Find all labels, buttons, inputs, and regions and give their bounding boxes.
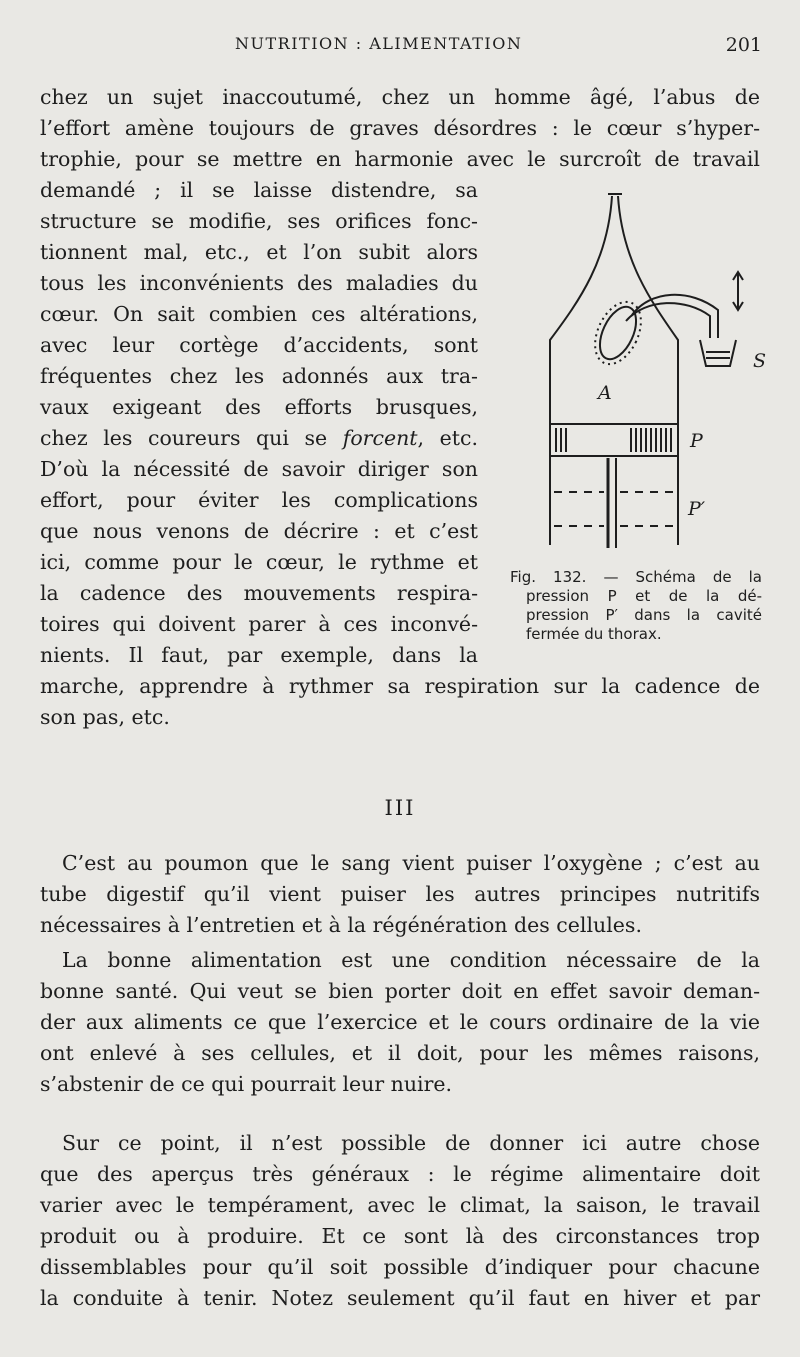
text-line: fréquentes chez les adonnés aux tra- <box>40 364 478 388</box>
text-line: marche, apprendre à rythmer sa respiration sur la cadence de <box>40 674 760 698</box>
text-after-forcent: , etc. <box>417 426 478 450</box>
text-line: chez un sujet inaccoutumé, chez un homme âgé, l’abus de <box>40 85 760 109</box>
text-line: D’où la nécessité de savoir diriger son <box>40 457 478 481</box>
text-line: nients. Il faut, par exemple, dans la <box>40 643 478 667</box>
text-line: tube digestif qu’il vient puiser les autres principes nutritifs <box>40 882 760 906</box>
page-number: 201 <box>725 34 762 56</box>
text-line: cœur. On sait combien ces altérations, <box>40 302 478 326</box>
text-line: l’effort amène toujours de graves désordres : le cœur s’hyper- <box>40 116 760 140</box>
text-line: tionnent mal, etc., et l’on subit alors <box>40 240 478 264</box>
text-line: que nous venons de décrire : et c’est <box>40 519 478 543</box>
text-line: La bonne alimentation est une condition nécessaire de la <box>62 948 760 972</box>
text-line: C’est au poumon que le sang vient puiser l’oxygène ; c’est au <box>62 851 760 875</box>
text-line: toires qui doivent parer à ces inconvé- <box>40 612 478 636</box>
caption-line: fermée du thorax. <box>526 625 662 643</box>
text-line: produit ou à produire. Et ce sont là des circonstances trop <box>40 1224 760 1248</box>
connecting-tube <box>632 295 718 338</box>
text-line: dissemblables pour qu’il soit possible d’indiquer pour chacune <box>40 1255 760 1279</box>
text-line: la conduite à tenir. Notez seulement qu’il faut en hiver et par <box>40 1286 760 1310</box>
emphasis-forcent: forcent <box>342 426 418 450</box>
caption-line: Fig. 132. — Schéma de la <box>510 568 762 586</box>
text-line: nécessaires à l’entretien et à la régénération des cellules. <box>40 913 642 937</box>
section-heading: III <box>384 796 416 820</box>
text-line: que des aperçus très généraux : le régime alimentaire doit <box>40 1162 760 1186</box>
text-line: Sur ce point, il n’est possible de donner ici autre chose <box>62 1131 760 1155</box>
text-line: s’abstenir de ce qui pourrait leur nuire. <box>40 1072 453 1096</box>
text-before-forcent: chez les coureurs qui se <box>40 426 343 450</box>
text-line: der aux aliments ce que l’exercice et le cours ordinaire de la vie <box>40 1010 760 1034</box>
text-line: bonne santé. Qui veut se bien porter doit en effet savoir deman- <box>40 979 760 1003</box>
running-title: NUTRITION : ALIMENTATION <box>235 34 523 53</box>
text-line: ici, comme pour le cœur, le rythme et <box>40 550 478 574</box>
label-p-prime: P′ <box>688 498 706 520</box>
text-line: son pas, etc. <box>40 705 170 729</box>
piston-hatching <box>556 428 671 452</box>
label-s: S <box>753 350 767 372</box>
text-line: la cadence des mouvements respira- <box>40 581 478 605</box>
text-line: trophie, pour se mettre en harmonie avec le surcroît de travail <box>40 147 760 171</box>
text-line: tous les inconvénients des maladies du <box>40 271 478 295</box>
thorax-schema-drawing <box>520 190 760 560</box>
text-line: varier avec le tempérament, avec le climat, la saison, le travail <box>40 1193 760 1217</box>
figure-caption <box>510 568 762 644</box>
label-p: P <box>690 430 703 452</box>
text-line: ont enlevé à ses cellules, et il doit, pour les mêmes raisons, <box>40 1041 760 1065</box>
text-line: structure se modifie, ses orifices fonc- <box>40 209 478 233</box>
caption-line: pression P′ dans la cavité <box>526 606 762 624</box>
running-head <box>0 34 800 58</box>
label-a: A <box>598 382 612 404</box>
text-line-forcent <box>40 423 478 454</box>
text-line: demandé ; il se laisse distendre, sa <box>40 178 478 202</box>
text-line: effort, pour éviter les complications <box>40 488 478 512</box>
caption-line: pression P et de la dé- <box>526 587 762 605</box>
text-line: avec leur cortège d’accidents, sont <box>40 333 478 357</box>
text-line: vaux exigeant des efforts brusques, <box>40 395 478 419</box>
